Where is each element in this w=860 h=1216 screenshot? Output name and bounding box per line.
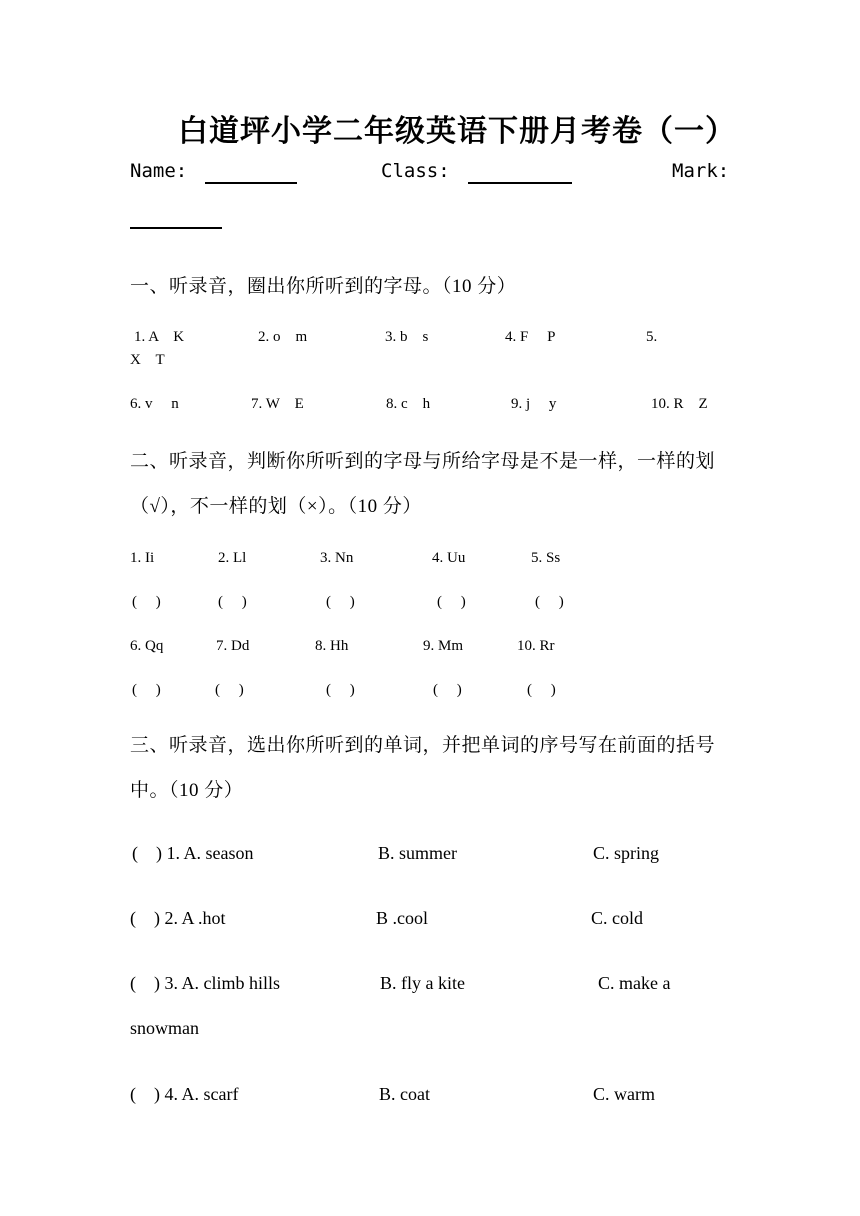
item-number: 9. (511, 396, 523, 412)
question-4-option-c: C. warm (593, 1084, 655, 1104)
item-letters: b s (400, 329, 429, 345)
mark-label: Mark: (672, 160, 730, 182)
question-1-option-b: B. summer (378, 843, 457, 863)
pair-10: 10. Rr (517, 638, 555, 654)
section-2-heading-line2: （√），不一样的划（×）。（10 分） (130, 496, 422, 517)
page-title: 白道坪小学二年级英语下册月考卷（一） (178, 114, 736, 149)
item-number: 8. (386, 396, 398, 412)
item-number: 3. (385, 329, 397, 345)
pair-7: 7. Dd (216, 638, 250, 654)
item-3 (385, 329, 428, 346)
pair-4: 4. Uu (432, 550, 466, 566)
item-number: 1. (134, 329, 146, 345)
answer-bracket[interactable]: ( ) (218, 594, 247, 610)
name-label: Name: (130, 160, 188, 182)
answer-bracket[interactable]: ( ) (132, 594, 161, 610)
mark-field (672, 160, 729, 182)
answer-bracket[interactable]: ( ) (437, 594, 466, 610)
item-4 (505, 329, 555, 346)
item-letters: o m (273, 329, 308, 345)
answer-bracket[interactable]: ( ) (433, 682, 462, 698)
item-number: 2. (258, 329, 270, 345)
item-letters: A K (148, 329, 185, 345)
question-2-stem: ( ) 2. A .hot (130, 908, 226, 928)
question-3-option-c-continued: snowman (130, 1018, 199, 1038)
pair-9: 9. Mm (423, 638, 464, 654)
question-1-stem: ( ) 1. A. season (132, 843, 254, 863)
item-letters: W E (265, 396, 304, 412)
pair-5: 5. Ss (531, 550, 561, 566)
question-3-option-c: C. make a (598, 973, 671, 993)
mark-blank[interactable] (130, 207, 222, 229)
item-10 (651, 396, 708, 413)
question-4-option-b: B. coat (379, 1084, 430, 1104)
item-9 (511, 396, 556, 413)
answer-bracket[interactable]: ( ) (215, 682, 244, 698)
answer-bracket[interactable]: ( ) (132, 682, 161, 698)
class-label: Class: (381, 160, 450, 182)
item-letters: R Z (673, 396, 708, 412)
question-2-option-b: B .cool (376, 908, 428, 928)
class-field (381, 160, 450, 182)
item-8 (386, 396, 430, 413)
question-2-option-c: C. cold (591, 908, 643, 928)
name-field (130, 160, 187, 182)
name-blank[interactable] (205, 162, 297, 184)
question-4-stem: ( ) 4. A. scarf (130, 1084, 239, 1104)
item-number: 7. (251, 396, 263, 412)
pair-2: 2. Ll (218, 550, 247, 566)
item-2 (258, 329, 307, 346)
item-5-letters (130, 352, 165, 369)
question-3-stem: ( ) 3. A. climb hills (130, 973, 280, 993)
section-1-heading: 一、听录音，圈出你所听到的字母。（10 分） (130, 276, 517, 297)
class-blank[interactable] (468, 162, 572, 184)
answer-bracket[interactable]: ( ) (326, 682, 355, 698)
answer-bracket[interactable]: ( ) (535, 594, 564, 610)
answer-bracket[interactable]: ( ) (527, 682, 556, 698)
section-3-heading-line2: 中。（10 分） (130, 780, 244, 801)
item-number: 5. (646, 329, 658, 345)
section-2-heading-line1: 二、听录音，判断你所听到的字母与所给字母是不是一样，一样的划 (130, 451, 716, 472)
item-letters: v n (145, 396, 179, 412)
item-5 (646, 329, 657, 346)
item-1 (134, 329, 184, 346)
question-1-option-c: C. spring (593, 843, 660, 863)
item-letters: F P (520, 329, 556, 345)
item-letters: j y (526, 396, 557, 412)
item-letters: X T (130, 352, 165, 368)
pair-1: 1. Ii (130, 550, 155, 566)
item-number: 4. (505, 329, 517, 345)
pair-3: 3. Nn (320, 550, 354, 566)
item-7 (251, 396, 304, 413)
item-letters: c h (401, 396, 431, 412)
section-3-heading-line1: 三、听录音，选出你所听到的单词，并把单词的序号写在前面的括号 (130, 735, 716, 756)
pair-6: 6. Qq (130, 638, 164, 654)
answer-bracket[interactable]: ( ) (326, 594, 355, 610)
item-number: 10. (651, 396, 670, 412)
item-number: 6. (130, 396, 142, 412)
item-6 (130, 396, 179, 413)
pair-8: 8. Hh (315, 638, 349, 654)
question-3-option-b: B. fly a kite (380, 973, 465, 993)
